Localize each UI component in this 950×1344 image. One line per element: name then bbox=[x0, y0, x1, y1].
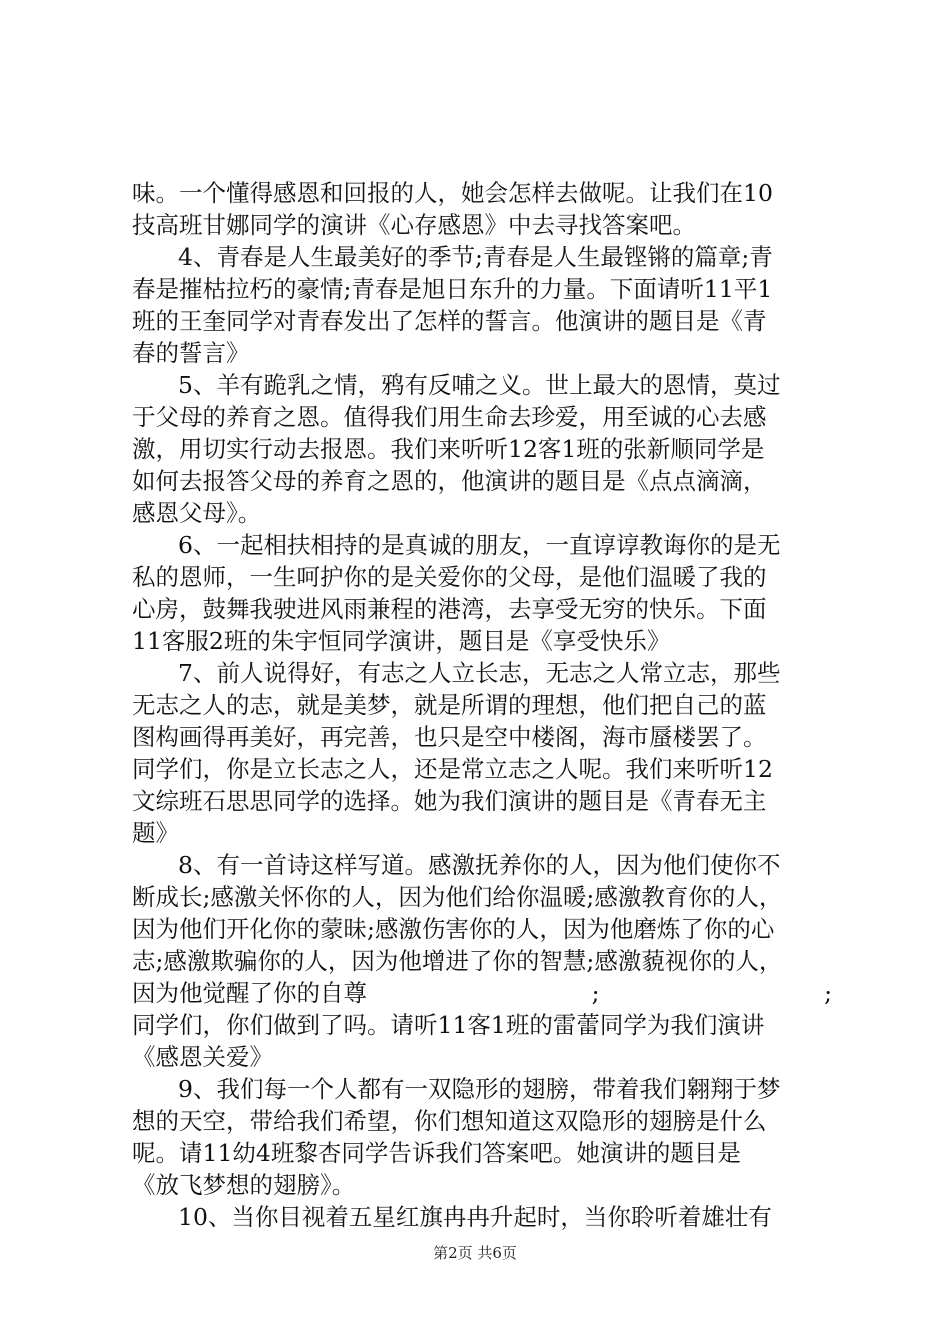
paragraph-10-start: 10、当你目视着五星红旗冉冉升起时，当你聆听着雄壮有 bbox=[178, 1203, 772, 1231]
text-line: 感恩父母》。 bbox=[132, 499, 262, 527]
text-line: 班的王奎同学对青春发出了怎样的誓言。他演讲的题目是《青 bbox=[132, 307, 767, 335]
text-line: 断成长;感激关怀你的人，因为他们给你温暖;感激教育你的人， bbox=[132, 883, 783, 911]
text-line: 私的恩师，一生呵护你的是关爱你的父母，是他们温暖了我的 bbox=[132, 563, 767, 591]
text-line: 春是摧枯拉朽的豪情;青春是旭日东升的力量。下面请听11平1 bbox=[132, 275, 773, 303]
text-line: 于父母的养育之恩。值得我们用生命去珍爱，用至诚的心去感 bbox=[132, 403, 767, 431]
text-line: 同学们，你是立长志之人，还是常立志之人呢。我们来听听12 bbox=[132, 755, 773, 783]
paragraph-7-start: 7、前人说得好，有志之人立长志，无志之人常立志，那些 bbox=[178, 659, 781, 687]
text-line: 11客服2班的朱宇恒同学演讲，题目是《享受快乐》 bbox=[132, 627, 671, 655]
text-line: 文综班石思思同学的选择。她为我们演讲的题目是《青春无主 bbox=[132, 787, 767, 815]
text-line: 味。一个懂得感恩和回报的人，她会怎样去做呢。让我们在10 bbox=[132, 179, 773, 207]
text-line: 技高班甘娜同学的演讲《心存感恩》中去寻找答案吧。 bbox=[132, 211, 696, 239]
text-line: 想的天空，带给我们希望，你们想知道这双隐形的翅膀是什么 bbox=[132, 1107, 767, 1135]
text-line: 《放飞梦想的翅膀》。 bbox=[132, 1171, 356, 1199]
spaced-line bbox=[132, 977, 832, 1009]
paragraph-6-start: 6、一起相扶相持的是真诚的朋友，一直谆谆教诲你的是无 bbox=[178, 531, 781, 559]
text-line: 同学们，你们做到了吗。请听11客1班的雷蕾同学为我们演讲 bbox=[132, 1011, 765, 1039]
paragraph-8-start: 8、有一首诗这样写道。感激抚养你的人，因为他们使你不 bbox=[178, 851, 781, 879]
text-line: 心房，鼓舞我驶进风雨兼程的港湾，去享受无穷的快乐。下面 bbox=[132, 595, 767, 623]
text-line: 春的誓言》 bbox=[132, 339, 250, 367]
text-line: 如何去报答父母的养育之恩的，他演讲的题目是《点点滴滴， bbox=[132, 467, 767, 495]
text-line: 题》 bbox=[132, 819, 179, 847]
text-line: 志;感激欺骗你的人，因为他增进了你的智慧;感激藐视你的人， bbox=[132, 947, 783, 975]
page-footer: 第2页 共6页 bbox=[433, 1244, 517, 1262]
paragraph-5-start: 5、羊有跪乳之情，鸦有反哺之义。世上最大的恩情，莫过 bbox=[178, 371, 781, 399]
document-body bbox=[132, 177, 832, 1233]
text-line: 《感恩关爱》 bbox=[132, 1043, 273, 1071]
text-line: 图构画得再美好，再完善，也只是空中楼阁，海市蜃楼罢了。 bbox=[132, 723, 767, 751]
paragraph-9-start: 9、我们每一个人都有一双隐形的翅膀，带着我们翱翔于梦 bbox=[178, 1075, 781, 1103]
text-line: 呢。请11幼4班黎杏同学告诉我们答案吧。她演讲的题目是 bbox=[132, 1139, 741, 1167]
paragraph-4-start: 4、青春是人生最美好的季节;青春是人生最铿锵的篇章;青 bbox=[178, 243, 773, 271]
text-fragment: ; bbox=[824, 979, 832, 1007]
text-fragment: 因为他觉醒了你的自尊 bbox=[132, 979, 367, 1007]
text-line: 无志之人的志，就是美梦，就是所谓的理想，他们把自己的蓝 bbox=[132, 691, 767, 719]
text-line: 因为他们开化你的蒙昧;感激伤害你的人，因为他磨炼了你的心 bbox=[132, 915, 775, 943]
text-fragment: ; bbox=[591, 979, 600, 1007]
text-line: 激，用切实行动去报恩。我们来听听12客1班的张新顺同学是 bbox=[132, 435, 765, 463]
